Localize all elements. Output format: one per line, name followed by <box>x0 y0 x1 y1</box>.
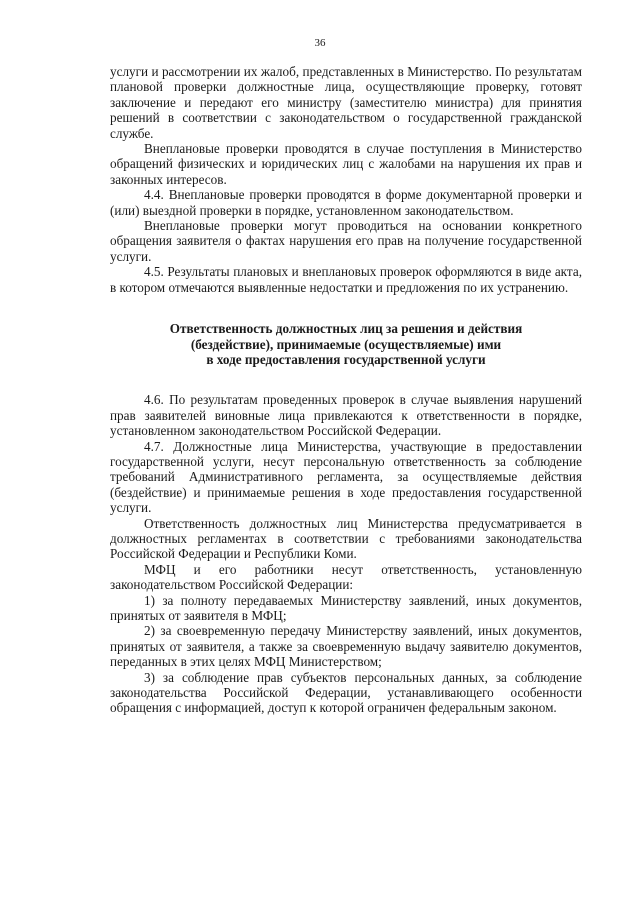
section-heading-line: Ответственность должностных лиц за решения и действия <box>169 321 523 337</box>
paragraph: МФЦ и его работники несут ответственность, установленную законодательством Российской Федерации: <box>110 561 582 593</box>
paragraph: 4.4. Внеплановые проверки проводятся в форме документарной проверки и (или) выездной проверки в порядке, установленном законодательством. <box>110 187 582 218</box>
list-item: 2) за своевременную передачу Министерству заявлений, иных документов, принятых от заявителя, а также за своевременную выдачу заявителю документов, переданных в этих целях МФЦ Министерством; <box>110 623 582 670</box>
list-item: 1) за полноту передаваемых Министерству заявлений, иных документов, принятых от заявителя в МФЦ; <box>110 592 582 623</box>
paragraph: 4.7. Должностные лица Министерства, участвующие в предоставлении государственной услуги, несут персональную ответственность за соблюдение требований Административного регламента, за осуществляемые действия (бездействие) и принимаемые решения в ходе предоставления государственной услуги. <box>110 438 582 516</box>
paragraph: услуги и рассмотрении их жалоб, представленных в Министерство. По результатам плановой проверки должностные лица, осуществляющие проверку, готовят заключение и передают его министру (заместителю министра) для принятия решений в соответствии с законодательством о государственной гражданской службе. <box>110 64 582 141</box>
paragraph: Внеплановые проверки могут проводиться на основании конкретного обращения заявителя о фактах нарушения его прав на получение государственной услуги. <box>110 218 582 264</box>
paragraph: Внеплановые проверки проводятся в случае поступления в Министерство обращений физических и юридических лиц с жалобами на нарушения их прав и законных интересов. <box>110 141 582 187</box>
list-item: 3) за соблюдение прав субъектов персональных данных, за соблюдение законодательства Российской Федерации, устанавливающего особенности обращения с информацией, доступ к которой ограничен федеральным законом. <box>110 669 582 716</box>
document-body <box>110 64 582 716</box>
section-heading <box>110 321 582 367</box>
paragraph: Ответственность должностных лиц Министерства предусматривается в должностных регламентах в соответствии с требованиями законодательства Российской Федерации и Республики Коми. <box>110 515 582 562</box>
section-heading-line: (бездействие), принимаемые (осуществляемые) ими <box>190 336 502 352</box>
section-heading-line: в ходе предоставления государственной услуги <box>206 351 486 367</box>
paragraph: 4.6. По результатам проведенных проверок в случае выявления нарушений прав заявителей виновные лица привлекаются к ответственности в порядке, установленном законодательством Российской Федерации. <box>110 392 582 439</box>
page-number: 36 <box>314 37 326 49</box>
paragraph: 4.5. Результаты плановых и внеплановых проверок оформляются в виде акта, в котором отмечаются выявленные недостатки и предложения по их устранению. <box>110 264 582 295</box>
